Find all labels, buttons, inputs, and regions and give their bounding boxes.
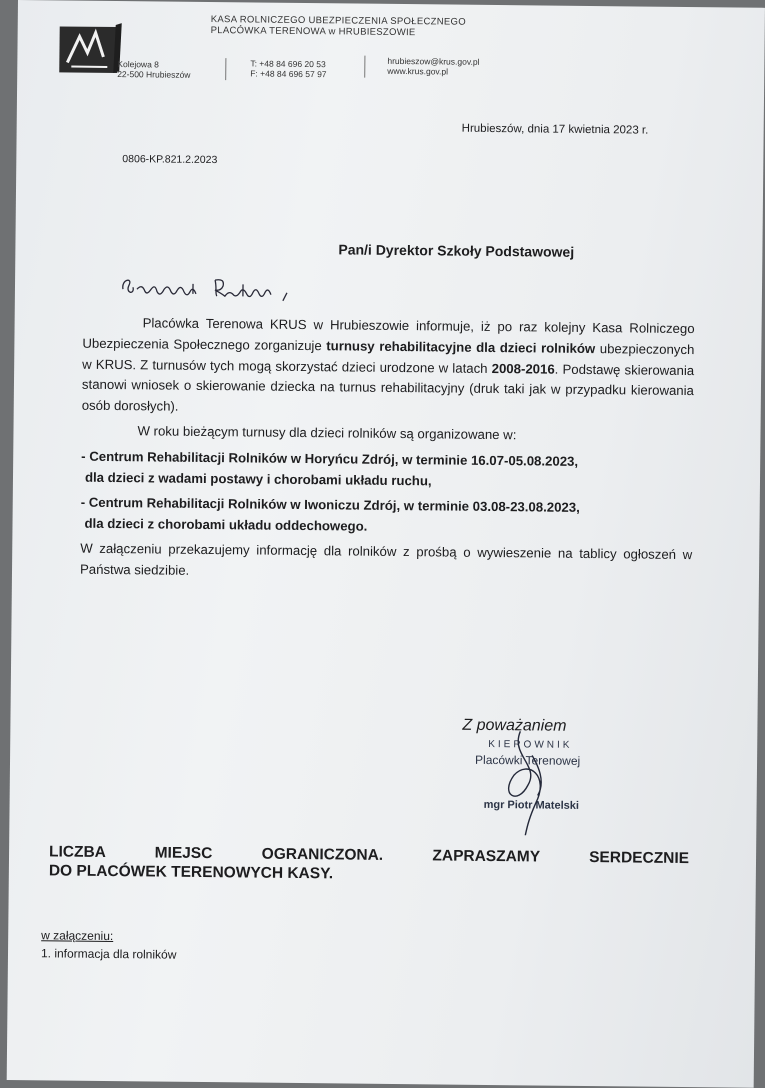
website-address: www.krus.gov.pl bbox=[387, 65, 449, 77]
footer-notice-line1: LICZBA MIEJSC OGRANICZONA. ZAPRASZAMY SERDECZNIE bbox=[48, 843, 690, 868]
body-paragraph-1 bbox=[82, 313, 695, 423]
body-paragraph-2: W roku bieżącym turnusy dla dzieci rolników są organizowane w: bbox=[137, 423, 517, 443]
phone-number: T: +48 84 696 20 53 bbox=[250, 58, 326, 70]
stamp-subtitle: Placówki Terenowej bbox=[474, 752, 581, 768]
header-divider bbox=[364, 56, 365, 78]
header-web bbox=[387, 56, 479, 77]
stamp-title: KIEROWNIK bbox=[488, 738, 573, 751]
email-address: hrubieszow@krus.gov.pl bbox=[387, 55, 480, 67]
recipient: Pan/i Dyrektor Szkoły Podstawowej bbox=[338, 241, 575, 260]
attachment-item: 1. informacja dla rolników bbox=[40, 946, 177, 962]
handwritten-salutation bbox=[119, 269, 309, 305]
body-emphasis: turnusy rehabilitacyjne dla dzieci rolników bbox=[326, 338, 596, 356]
letter-body bbox=[80, 313, 695, 587]
list-item-iwonicz-line1: - Centrum Rehabilitacji Rolników w Iwoniczu Zdrój, w terminie 03.08-23.08.2023, bbox=[80, 495, 580, 516]
header-phones bbox=[250, 58, 327, 79]
list-item-horyniec-line1: - Centrum Rehabilitacji Rolników w Horyńcu Zdrój, w terminie 16.07-05.08.2023, bbox=[81, 448, 579, 469]
address-city: 22-500 Hrubieszów bbox=[117, 69, 191, 80]
list-item-horyniec bbox=[81, 446, 693, 494]
reference-number: 0806-KP.821.2.2023 bbox=[122, 153, 218, 167]
body-paragraph-3: W załączeniu przekazujemy informację dla rolników z prośbą o wywieszenie na tablicy ogłoszeń w Państwa siedzibie. bbox=[79, 540, 693, 578]
fax-number: F: +48 84 696 57 97 bbox=[250, 68, 327, 80]
header-address bbox=[117, 59, 190, 80]
header-organization bbox=[211, 14, 466, 39]
footer-notice-line2: DO PLACÓWEK TERENOWYCH KASY. bbox=[48, 862, 334, 883]
letter-page bbox=[7, 0, 765, 1088]
attachments-label: w załączeniu: bbox=[41, 928, 114, 944]
org-name-line2: PLACÓWKA TERENOWA w HRUBIESZOWIE bbox=[210, 25, 416, 39]
header-divider bbox=[225, 58, 226, 80]
closing: Z poważaniem bbox=[462, 716, 567, 735]
org-name-line1: KASA ROLNICZEGO UBEZPIECZENIA SPOŁECZNEGO bbox=[210, 14, 466, 28]
address-street: Kolejowa 8 bbox=[117, 59, 159, 70]
list-item-iwonicz-line2: dla dzieci z chorobami układu oddechowego. bbox=[84, 515, 368, 534]
signature-icon bbox=[479, 725, 590, 836]
list-item-iwonicz bbox=[80, 493, 692, 541]
place-date: Hrubieszów, dnia 17 kwietnia 2023 r. bbox=[461, 122, 649, 137]
body-text: ubezpieczonych w KRUS. Z turnusów tych mogą skorzystać dzieci urodzone w latach bbox=[82, 340, 695, 376]
body-text: . Podstawę skierowania stanowi wniosek o skierowanie dziecka na turnus rehabilitacyjny (druk taki jak w przypadku kierowania osób dorosłych). bbox=[81, 361, 695, 414]
body-emphasis-years: 2008-2016 bbox=[491, 360, 555, 377]
body-text: Placówka Terenowa KRUS w Hrubieszowie informuje, iż po raz kolejny Kasa Rolniczego Ubezpieczenia Społecznego zorganizuje bbox=[82, 315, 695, 354]
list-item-horyniec-line2: dla dzieci z wadami postawy i chorobami układu ruchu, bbox=[84, 469, 432, 488]
stamp-name: mgr Piotr Matelski bbox=[483, 798, 580, 812]
